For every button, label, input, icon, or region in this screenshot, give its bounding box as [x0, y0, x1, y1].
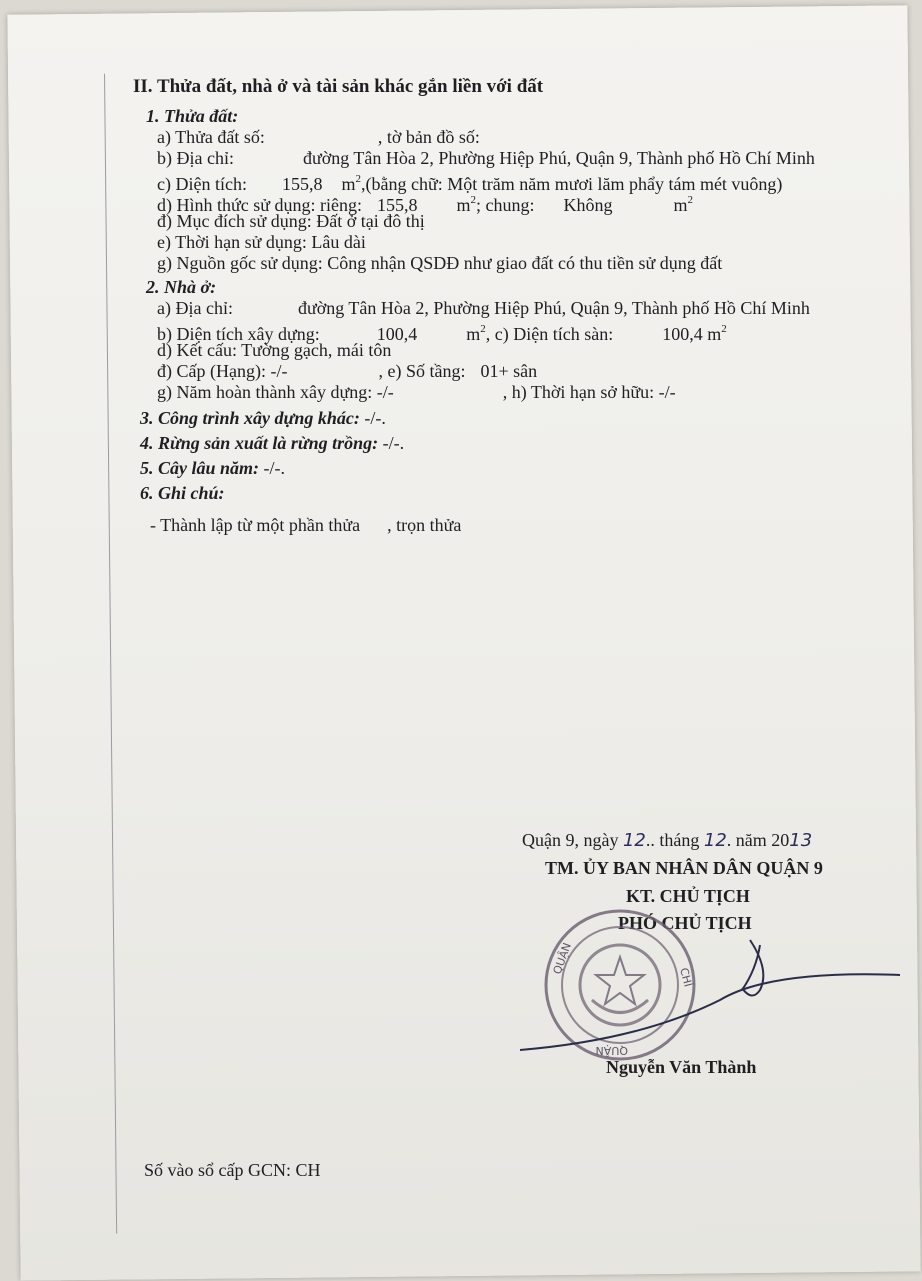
land-area-words: ,(bằng chữ: Một trăm năm mươi lăm phẩy tám mét vuông) — [360, 174, 783, 194]
land-common-unit: m — [673, 195, 688, 215]
land-private-area: 155,8 — [377, 195, 418, 215]
perennial-title: 5. Cây lâu năm: — [140, 458, 260, 478]
house-floor-area-value: 100,4 — [662, 324, 703, 344]
note-text-a: - Thành lập từ một phần thửa — [150, 515, 361, 535]
sign-role-1: KT. CHỦ TỊCH — [626, 886, 750, 906]
sign-year: 13 — [789, 830, 813, 851]
house-floor-area-unit: m — [707, 324, 722, 344]
sign-month-label: .. tháng — [645, 830, 700, 850]
seal-text-bottom: QUẬN — [595, 1044, 628, 1057]
land-use-form-label: d) Hình thức sử dụng: riêng: — [157, 195, 362, 215]
land-parcel-row — [157, 127, 480, 147]
land-common-sup: 2 — [687, 194, 694, 206]
land-map-label: , tờ bản đồ số: — [377, 127, 480, 147]
signer-name: Nguyễn Văn Thành — [606, 1057, 757, 1077]
house-address-value: đường Tân Hòa 2, Phường Hiệp Phú, Quận 9, Thành phố Hồ Chí Minh — [297, 298, 810, 318]
land-area-label: c) Diện tích: — [157, 174, 247, 194]
house-grade-row — [157, 361, 537, 381]
land-area-sup: 2 — [355, 173, 361, 185]
land-origin: g) Nguồn gốc sử dụng: Công nhận QSDĐ như giao đất có thu tiền sử dụng đất — [157, 253, 723, 273]
land-parcel-label: a) Thửa đất số: — [157, 127, 265, 147]
other-works-value: -/-. — [359, 408, 386, 428]
house-build-area-value: 100,4 — [376, 324, 418, 344]
house-floors-label: , e) Số tầng: — [378, 361, 466, 381]
house-floor-area-sup: 2 — [721, 323, 727, 335]
sign-day: 12 — [622, 830, 646, 851]
perennial-value: -/-. — [259, 458, 286, 478]
land-area-unit: m — [341, 174, 356, 194]
land-area-value: 155,8 — [281, 174, 323, 194]
sign-month: 12 — [703, 830, 727, 851]
land-private-sup: 2 — [470, 194, 477, 206]
house-ownership-term: , h) Thời hạn sở hữu: -/- — [502, 382, 676, 402]
land-address-value: đường Tân Hòa 2, Phường Hiệp Phú, Quận 9, Thành phố Hồ Chí Minh — [302, 148, 815, 168]
other-works-title: 3. Công trình xây dựng khác: — [140, 408, 360, 428]
house-floor-area-label: , c) Diện tích sàn: — [485, 324, 614, 344]
house-year-row — [157, 382, 676, 402]
house-address-label: a) Địa chỉ: — [157, 298, 233, 318]
handwritten-signature-icon — [520, 930, 920, 1060]
land-address-row — [157, 148, 815, 168]
gcn-register-number: Số vào sổ cấp GCN: CH — [144, 1160, 321, 1180]
house-heading: 2. Nhà ở: — [146, 277, 217, 297]
land-common-label: ; chung: — [476, 195, 535, 215]
forest-value: -/-. — [378, 433, 405, 453]
house-build-area-unit: m — [466, 324, 481, 344]
house-build-area-sup: 2 — [480, 323, 486, 335]
forest-row — [140, 433, 404, 453]
sign-org: TM. ỦY BAN NHÂN DÂN QUẬN 9 — [545, 858, 823, 878]
seal-text-left: QUẬN — [550, 941, 574, 977]
house-year: g) Năm hoàn thành xây dựng: -/- — [157, 382, 394, 402]
perennial-row — [140, 458, 285, 478]
seal-text-right: CHÍ — [677, 966, 695, 989]
land-address-label: b) Địa chỉ: — [157, 148, 234, 168]
note-row — [150, 515, 461, 535]
sign-role-2: PHÓ CHỦ TỊCH — [618, 913, 752, 933]
other-works-row — [140, 408, 386, 428]
land-term: e) Thời hạn sử dụng: Lâu dài — [157, 232, 366, 252]
section-title: II. Thửa đất, nhà ở và tài sản khác gắn liền với đất — [133, 76, 544, 97]
house-grade: đ) Cấp (Hạng): -/- — [157, 361, 288, 381]
land-purpose: đ) Mục đích sử dụng: Đất ở tại đô thị — [157, 211, 425, 231]
land-private-unit: m — [456, 195, 471, 215]
sign-date — [522, 830, 812, 851]
notes-title: 6. Ghi chú: — [140, 483, 225, 503]
sign-year-label: . năm 20 — [726, 830, 790, 850]
sign-date-prefix: Quận 9, ngày — [522, 830, 619, 850]
land-common-value: Không — [563, 195, 613, 215]
house-build-area-label: b) Diện tích xây dựng: — [157, 324, 320, 344]
house-address-row — [157, 298, 810, 318]
note-text-b: , trọn thửa — [387, 515, 462, 535]
house-floors-value: 01+ sân — [480, 361, 538, 381]
land-heading: 1. Thửa đất: — [146, 106, 239, 126]
house-structure: d) Kết cấu: Tường gạch, mái tôn — [157, 340, 392, 360]
forest-title: 4. Rừng sản xuất là rừng trồng: — [140, 433, 379, 453]
